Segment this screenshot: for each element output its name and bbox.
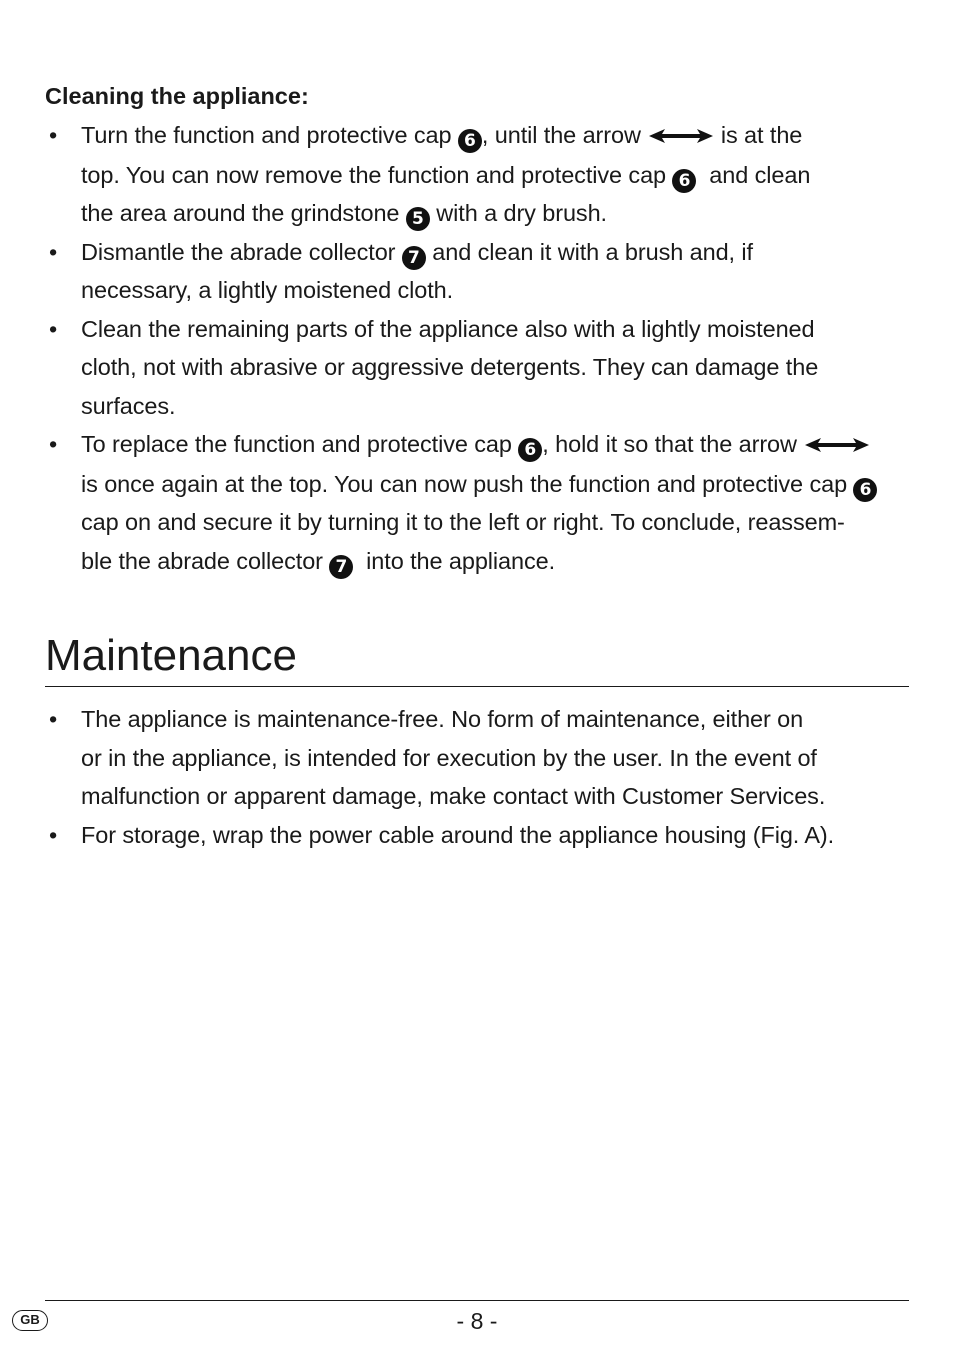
text: and clean [696,161,811,188]
language-badge: GB [12,1310,48,1331]
text: cap on and secure it by turning it to the left or right. To conclude, reassem- [81,509,845,535]
part-number-badge: 5 [406,207,430,231]
text: or in the appliance, is intended for execution by the user. In the event of [81,744,817,771]
line [81,387,925,426]
line [81,310,925,349]
bullet: • [49,431,58,457]
part-number-badge: 7 [402,246,426,270]
list-item [45,816,925,855]
list-item [45,700,925,816]
line [81,194,925,233]
line [81,503,925,542]
page-number: - 8 - [456,1308,498,1334]
line [81,116,925,156]
footer-divider [45,1300,909,1301]
text: the area around the grindstone [81,200,406,226]
list-item [45,425,925,580]
text: Turn the function and protective cap [81,122,458,148]
maintenance-list [45,700,925,854]
line [81,271,925,310]
line [81,156,925,195]
text: , hold it so that the arrow [542,431,797,457]
line [81,233,925,272]
list-item [45,310,925,426]
text: top. You can now remove the function and protective cap [81,161,673,188]
bullet: • [49,821,58,848]
text: cloth, not with abrasive or aggressive detergents. They can damage the [81,354,819,380]
left-right-arrow-icon [805,426,869,465]
bullet: • [49,122,58,148]
line [81,700,925,739]
part-number-badge: 6 [458,129,482,153]
list-item [45,116,925,233]
part-number-badge: 7 [329,555,353,579]
cleaning-list [45,116,925,580]
text: Clean the remaining parts of the appliance also with a lightly moistened [81,315,815,342]
line [81,816,925,855]
left-right-arrow-icon [649,117,713,156]
line [81,465,925,504]
title-divider [45,686,909,687]
part-number-badge: 6 [853,478,877,502]
bullet: • [49,238,58,265]
text: ble the abrade collector [81,547,330,574]
bullet: • [49,315,58,342]
cleaning-heading: Cleaning the appliance: [45,83,309,109]
part-number-badge: 6 [518,438,542,462]
text: and clean it with a brush and, if [425,238,753,265]
text: with a dry brush. [429,200,607,226]
text: The appliance is maintenance-free. No form of maintenance, either on [81,706,804,732]
text: For storage, wrap the power cable around the appliance housing (Fig. A). [81,821,835,848]
line [81,542,925,581]
list-item [45,233,925,310]
part-number-badge: 6 [672,169,696,193]
line [81,348,925,387]
text: surfaces. [81,392,176,419]
text: necessary, a lightly moistened cloth. [81,277,454,303]
text: malfunction or apparent damage, make contact with Customer Services. [81,783,826,809]
bullet: • [49,706,58,732]
text: is once again at the top. You can now push the function and protective cap [81,470,854,497]
section-title-maintenance: Maintenance [45,631,297,680]
text: , until the arrow [481,122,641,148]
line [81,777,925,816]
text: Dismantle the abrade collector [81,238,402,265]
text: into the appliance. [353,547,556,574]
text: To replace the function and protective cap [81,431,519,457]
text: is at the [720,122,803,148]
line [81,425,925,465]
line [81,739,925,778]
